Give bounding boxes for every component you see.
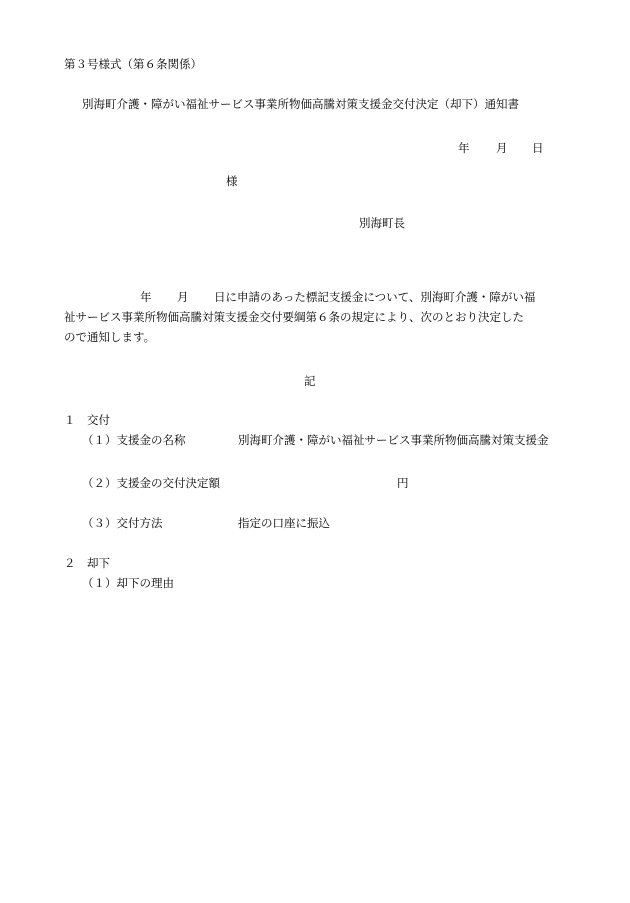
body-line1: 日に申請のあった標記支援金について、別海町介護・障がい福 — [214, 290, 536, 304]
body-line2: 祉サービス事業所物価高騰対策支援金交付要綱第６条の規定により、次のとおり決定した — [64, 310, 524, 324]
section1-item1-value: 別海町介護・障がい福祉サービス事業所物価高騰対策支援金 — [238, 433, 549, 447]
document-title: 別海町介護・障がい福祉サービス事業所物価高騰対策支援金交付決定（却下）通知書 — [82, 97, 519, 111]
form-number: 第３号様式（第６条関係） — [64, 57, 202, 71]
date-day: 日 — [532, 141, 544, 155]
section1-item2-unit: 円 — [397, 476, 409, 490]
section2-heading: ２ 却下 — [64, 556, 110, 570]
date-month: 月 — [496, 141, 508, 155]
body-line3: ので通知します。 — [64, 330, 156, 344]
section1-item3-value: 指定の口座に振込 — [238, 516, 330, 530]
ki-heading: 記 — [304, 374, 316, 388]
issuer: 別海町長 — [359, 216, 405, 230]
section2-item1-label: （１）却下の理由 — [82, 576, 174, 590]
body-month: 月 — [177, 290, 189, 304]
addressee-suffix: 様 — [226, 174, 238, 188]
section1-heading: １ 交付 — [64, 413, 110, 427]
section1-item1-label: （１）支援金の名称 — [82, 433, 186, 447]
section1-item3-label: （３）交付方法 — [82, 516, 163, 530]
body-year: 年 — [140, 290, 152, 304]
section1-item2-label: （２）支援金の交付決定額 — [82, 476, 220, 490]
date-year: 年 — [458, 141, 470, 155]
